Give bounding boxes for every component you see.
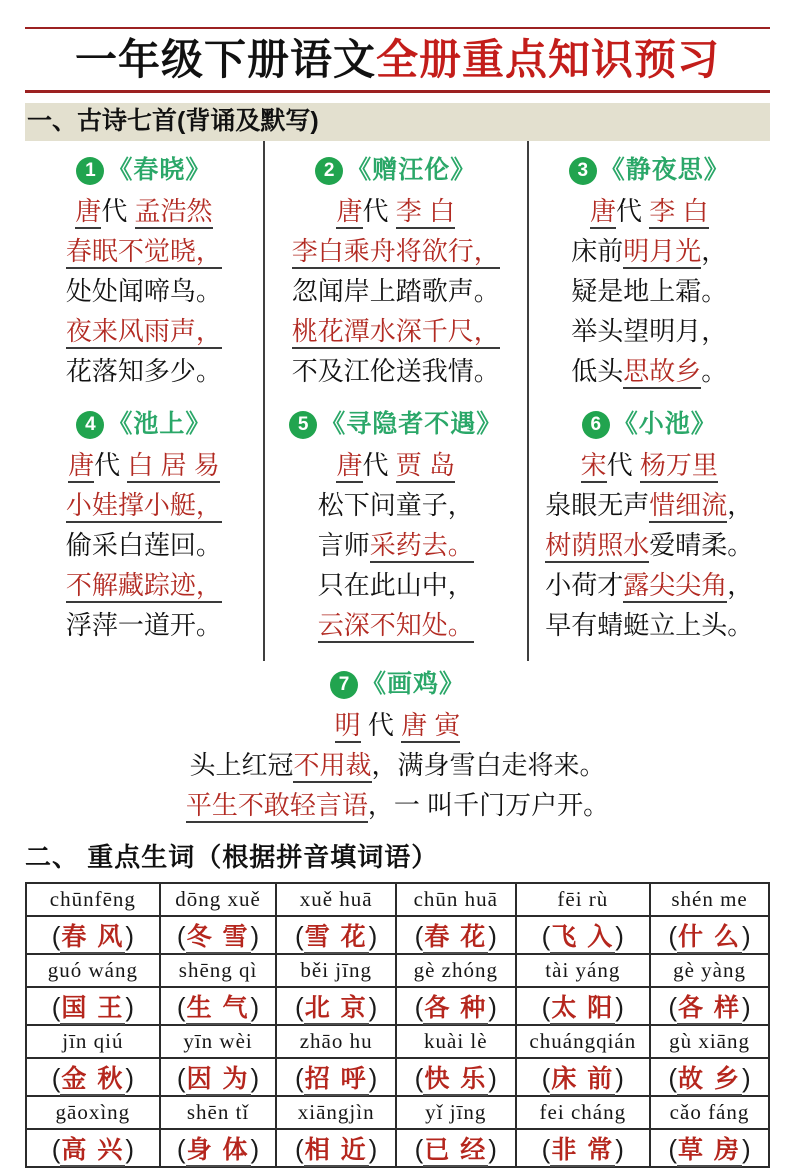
word-cell <box>26 1129 160 1167</box>
pinyin-row <box>26 1025 769 1058</box>
text-segment: 露尖尖角 <box>623 570 727 603</box>
poem-title <box>267 149 525 191</box>
pinyin-cell: chuángqián <box>516 1025 650 1058</box>
word-answer: 太 阳 <box>550 994 615 1025</box>
word-cell <box>276 916 396 954</box>
text-segment: 头上红冠 <box>189 750 294 780</box>
poem-block <box>267 149 525 391</box>
paren-close: ) <box>488 1063 497 1093</box>
paren-close: ) <box>488 921 497 951</box>
paren-close: ) <box>615 1063 624 1093</box>
paren-close: ) <box>125 1134 135 1164</box>
word-answer: 因 为 <box>186 1065 251 1096</box>
paren-close: ) <box>125 1063 135 1093</box>
text-segment: 不用裁 <box>293 750 371 783</box>
word-cell <box>650 1058 769 1096</box>
word-answer: 各 样 <box>677 994 742 1025</box>
word-cell <box>276 987 396 1025</box>
word-cell <box>26 1058 160 1096</box>
poem-name: 《春晓》 <box>107 156 212 184</box>
text-segment: 不解藏踪迹， <box>66 570 222 603</box>
paren-open: ( <box>541 992 551 1022</box>
word-cell <box>516 1129 650 1167</box>
poem-block <box>531 149 768 391</box>
text-segment: 疑是地上霜。 <box>571 276 728 306</box>
word-row <box>26 1058 769 1096</box>
word-cell <box>516 987 650 1025</box>
verse-line <box>531 311 768 351</box>
poem-7-container <box>25 661 770 825</box>
text-segment: 贾 岛 <box>396 450 455 483</box>
poem-name: 《画鸡》 <box>360 670 465 698</box>
word-row <box>26 916 769 954</box>
poem-author-line <box>531 191 768 231</box>
pinyin-cell: dōng xuě <box>160 883 277 916</box>
pinyin-cell: jīn qiú <box>26 1025 160 1058</box>
text-segment: 处处闻啼鸟。 <box>65 276 222 306</box>
poem-author-line <box>531 445 768 485</box>
paren-close: ) <box>742 1063 751 1093</box>
text-segment: 代 <box>360 710 402 740</box>
worksheet-page <box>0 27 795 1164</box>
word-cell <box>26 916 160 954</box>
word-answer: 草 房 <box>677 1136 742 1167</box>
pinyin-cell: guó wáng <box>26 954 160 987</box>
word-cell <box>396 987 516 1025</box>
paren-close: ) <box>250 1063 260 1093</box>
title-underline-rule <box>25 90 770 93</box>
paren-open: ( <box>295 1063 304 1093</box>
word-answer: 非 常 <box>550 1136 615 1167</box>
text-segment: 思故乡 <box>623 356 701 389</box>
pinyin-cell: shēn tǐ <box>160 1096 277 1129</box>
verse-line <box>267 271 525 311</box>
vocab-table <box>25 882 770 1168</box>
paren-close: ) <box>488 1134 497 1164</box>
pinyin-row <box>26 954 769 987</box>
text-segment: 春眠不觉晓， <box>66 236 222 269</box>
paren-open: ( <box>295 1134 304 1164</box>
paren-open: ( <box>295 992 304 1022</box>
vocab-table-body <box>26 883 769 1167</box>
paren-close: ) <box>615 1134 624 1164</box>
text-segment: 小娃撑小艇， <box>66 490 222 523</box>
text-segment: ，满身雪白走将来。 <box>371 750 606 780</box>
text-segment: 李 白 <box>396 196 455 229</box>
word-answer: 故 乡 <box>677 1065 742 1096</box>
text-segment: 唐 <box>75 196 101 229</box>
verse-line <box>27 311 261 351</box>
pinyin-cell: xuě huā <box>276 883 396 916</box>
poem-title <box>27 403 261 445</box>
poem-author-line <box>27 191 261 231</box>
verse-line <box>267 311 525 351</box>
poem-number-badge: 6 <box>582 411 610 439</box>
verse-line <box>27 271 261 311</box>
page-title <box>25 33 770 87</box>
poem-title <box>25 663 770 705</box>
poem-number-badge: 2 <box>315 157 343 185</box>
paren-open: ( <box>541 921 551 951</box>
paren-close: ) <box>250 921 260 951</box>
poem-name: 《寻隐者不遇》 <box>320 410 503 438</box>
text-segment: 夜来风雨声， <box>66 316 222 349</box>
word-answer: 金 秋 <box>60 1065 125 1096</box>
paren-open: ( <box>51 992 61 1022</box>
poems-grid <box>25 141 770 661</box>
text-segment: 浮萍一道开。 <box>65 610 222 640</box>
text-segment: 树荫照水 <box>545 530 649 563</box>
text-segment: 明月光 <box>623 236 701 269</box>
poem-name: 《静夜思》 <box>599 156 730 184</box>
paren-open: ( <box>414 1063 424 1093</box>
text-segment: 唐 <box>68 450 94 483</box>
pinyin-cell: kuài lè <box>396 1025 516 1058</box>
paren-open: ( <box>51 1134 61 1164</box>
text-segment: 代 <box>362 450 396 480</box>
paren-open: ( <box>668 1134 678 1164</box>
word-answer: 高 兴 <box>60 1136 125 1167</box>
text-segment: 言师 <box>317 530 370 560</box>
text-segment: 杨万里 <box>640 450 718 483</box>
word-answer: 冬 雪 <box>186 923 251 954</box>
paren-open: ( <box>541 1063 551 1093</box>
verse-line <box>267 485 525 525</box>
text-segment: 李白乘舟将欲行， <box>292 236 500 269</box>
poem-author-line <box>267 445 525 485</box>
verse-line <box>531 605 768 645</box>
pinyin-cell: běi jīng <box>276 954 396 987</box>
pinyin-cell: chūnfēng <box>26 883 160 916</box>
poem-column <box>265 141 529 661</box>
text-segment: 明 <box>335 710 361 743</box>
poem-block <box>27 149 261 391</box>
word-answer: 北 京 <box>304 994 369 1025</box>
poem-name: 《赠汪伦》 <box>346 156 477 184</box>
verse-line <box>531 351 768 391</box>
verse-line <box>27 351 261 391</box>
text-segment: 松下问童子， <box>317 490 474 520</box>
word-answer: 床 前 <box>550 1065 615 1096</box>
word-row <box>26 1129 769 1167</box>
paren-open: ( <box>414 992 424 1022</box>
paren-close: ) <box>368 921 378 951</box>
text-segment: ，一 叫千门万户开。 <box>367 790 610 820</box>
verse-line <box>531 231 768 271</box>
paren-open: ( <box>668 1063 678 1093</box>
text-segment: 偷采白莲回。 <box>65 530 222 560</box>
word-cell <box>396 1129 516 1167</box>
paren-close: ) <box>368 992 378 1022</box>
text-segment: 采药去。 <box>370 530 474 563</box>
text-segment: 惜细流 <box>649 490 727 523</box>
word-answer: 已 经 <box>423 1136 488 1167</box>
poem-number-badge: 7 <box>330 671 358 699</box>
word-answer: 春 风 <box>60 923 125 954</box>
section1-heading: 一、古诗七首(背诵及默写) <box>25 103 770 141</box>
word-cell <box>650 987 769 1025</box>
text-segment: ， <box>727 490 754 520</box>
pinyin-cell: tài yáng <box>516 954 650 987</box>
pinyin-cell: chūn huā <box>396 883 516 916</box>
pinyin-cell: gè zhóng <box>396 954 516 987</box>
pinyin-cell: fēi rù <box>516 883 650 916</box>
text-segment: 举头望明月， <box>571 316 728 346</box>
paren-open: ( <box>176 992 186 1022</box>
paren-close: ) <box>615 921 624 951</box>
text-segment: 。 <box>701 356 728 386</box>
word-answer: 相 近 <box>304 1136 369 1167</box>
paren-open: ( <box>176 1063 186 1093</box>
poem-author-line <box>25 705 770 745</box>
text-segment: 不及江伦送我情。 <box>291 356 500 386</box>
poem-number-badge: 4 <box>76 411 104 439</box>
poem-number-badge: 5 <box>289 411 317 439</box>
text-segment: 宋 <box>581 450 607 483</box>
verse-line <box>27 605 261 645</box>
pinyin-cell: shēng qì <box>160 954 277 987</box>
text-segment: 唐 <box>336 450 362 483</box>
text-segment: 小荷才 <box>545 570 624 600</box>
word-answer: 各 种 <box>423 994 488 1025</box>
paren-close: ) <box>125 992 135 1022</box>
text-segment: 代 <box>94 450 128 480</box>
word-answer: 什 么 <box>677 923 742 954</box>
pinyin-cell: zhāo hu <box>276 1025 396 1058</box>
text-segment: 唐 <box>336 196 362 229</box>
text-segment: 平生不敢轻言语 <box>186 790 368 823</box>
text-segment: 代 <box>616 196 650 226</box>
text-segment: 花落知多少。 <box>65 356 222 386</box>
word-cell <box>516 1058 650 1096</box>
word-answer: 快 乐 <box>423 1065 488 1096</box>
paren-open: ( <box>51 921 61 951</box>
poem-block <box>267 403 525 645</box>
poem-title <box>531 403 768 445</box>
text-segment: 白 居 易 <box>127 450 219 483</box>
page-title-black-part: 一年级下册语文 <box>74 36 376 83</box>
paren-close: ) <box>742 992 751 1022</box>
verse-line <box>27 525 261 565</box>
verse-line <box>27 565 261 605</box>
paren-close: ) <box>250 1134 260 1164</box>
text-segment: 早有蜻蜓立上头。 <box>545 610 754 640</box>
word-cell <box>516 916 650 954</box>
paren-close: ) <box>368 1063 378 1093</box>
text-segment: 孟浩然 <box>135 196 213 229</box>
verse-line <box>25 785 770 825</box>
paren-close: ) <box>615 992 624 1022</box>
word-cell <box>160 916 277 954</box>
word-answer: 生 气 <box>186 994 251 1025</box>
paren-open: ( <box>295 921 304 951</box>
word-cell <box>160 1129 277 1167</box>
pinyin-cell: shén me <box>650 883 769 916</box>
poem-name: 《小池》 <box>612 410 717 438</box>
verse-line <box>27 231 261 271</box>
pinyin-cell: yǐ jīng <box>396 1096 516 1129</box>
paren-close: ) <box>742 1134 751 1164</box>
word-cell <box>650 1129 769 1167</box>
text-segment: 床前 <box>571 236 624 266</box>
word-cell <box>276 1129 396 1167</box>
verse-line <box>267 351 525 391</box>
word-cell <box>160 1058 277 1096</box>
word-answer: 雪 花 <box>304 923 369 954</box>
poem-block <box>25 663 770 825</box>
verse-line <box>531 271 768 311</box>
pinyin-cell: cǎo fáng <box>650 1096 769 1129</box>
top-rule <box>25 27 770 29</box>
poem-column <box>25 141 265 661</box>
paren-close: ) <box>368 1134 378 1164</box>
text-segment: 云深不知处。 <box>318 610 474 643</box>
text-segment: 泉眼无声 <box>545 490 650 520</box>
text-segment: 忽闻岸上踏歌声。 <box>291 276 500 306</box>
paren-open: ( <box>176 1134 186 1164</box>
word-row <box>26 987 769 1025</box>
verse-line <box>267 565 525 605</box>
text-segment: 低头 <box>571 356 624 386</box>
poem-name: 《池上》 <box>107 410 212 438</box>
paren-close: ) <box>742 921 751 951</box>
text-segment: 代 <box>362 196 396 226</box>
text-segment: 代 <box>606 450 640 480</box>
pinyin-cell: fei cháng <box>516 1096 650 1129</box>
section2-heading: 二、 重点生词（根据拼音填词语） <box>25 842 439 872</box>
paren-open: ( <box>541 1134 551 1164</box>
verse-line <box>25 745 770 785</box>
text-segment: 桃花潭水深千尺， <box>292 316 500 349</box>
word-answer: 春 花 <box>423 923 488 954</box>
verse-line <box>531 525 768 565</box>
paren-open: ( <box>668 921 678 951</box>
word-cell <box>396 1058 516 1096</box>
pinyin-cell: gè yàng <box>650 954 769 987</box>
poem-column <box>529 141 770 661</box>
pinyin-row <box>26 1096 769 1129</box>
poem-block <box>27 403 261 645</box>
text-segment: 代 <box>101 196 135 226</box>
verse-line <box>267 231 525 271</box>
word-cell <box>26 987 160 1025</box>
word-answer: 飞 入 <box>550 923 615 954</box>
poem-number-badge: 3 <box>569 157 597 185</box>
pinyin-cell: gù xiāng <box>650 1025 769 1058</box>
text-segment: 唐 <box>590 196 616 229</box>
word-cell <box>396 916 516 954</box>
text-segment: 爱晴柔。 <box>649 530 754 560</box>
word-cell <box>650 916 769 954</box>
poem-author-line <box>267 191 525 231</box>
text-segment: 李 白 <box>649 196 708 229</box>
verse-line <box>267 525 525 565</box>
paren-open: ( <box>51 1063 61 1093</box>
poem-title <box>267 403 525 445</box>
poem-title <box>531 149 768 191</box>
paren-close: ) <box>125 921 135 951</box>
paren-close: ) <box>250 992 260 1022</box>
verse-line <box>267 605 525 645</box>
word-cell <box>276 1058 396 1096</box>
paren-open: ( <box>414 1134 424 1164</box>
word-answer: 招 呼 <box>304 1065 369 1096</box>
word-answer: 国 王 <box>60 994 125 1025</box>
text-segment: 唐 寅 <box>401 710 460 743</box>
word-answer: 身 体 <box>186 1136 251 1167</box>
page-title-red-part: 全册重点知识预习 <box>376 36 721 83</box>
pinyin-row <box>26 883 769 916</box>
poem-block <box>531 403 768 645</box>
pinyin-cell: gāoxìng <box>26 1096 160 1129</box>
verse-line <box>531 565 768 605</box>
text-segment: 只在此山中， <box>317 570 474 600</box>
pinyin-cell: xiāngjìn <box>276 1096 396 1129</box>
word-cell <box>160 987 277 1025</box>
poem-title <box>27 149 261 191</box>
paren-open: ( <box>176 921 186 951</box>
verse-line <box>27 485 261 525</box>
poem-author-line <box>27 445 261 485</box>
pinyin-cell: yīn wèi <box>160 1025 277 1058</box>
verse-line <box>531 485 768 525</box>
text-segment: ， <box>727 570 754 600</box>
paren-close: ) <box>488 992 497 1022</box>
paren-open: ( <box>668 992 678 1022</box>
paren-open: ( <box>414 921 424 951</box>
text-segment: ， <box>701 236 728 266</box>
poem-number-badge: 1 <box>76 157 104 185</box>
